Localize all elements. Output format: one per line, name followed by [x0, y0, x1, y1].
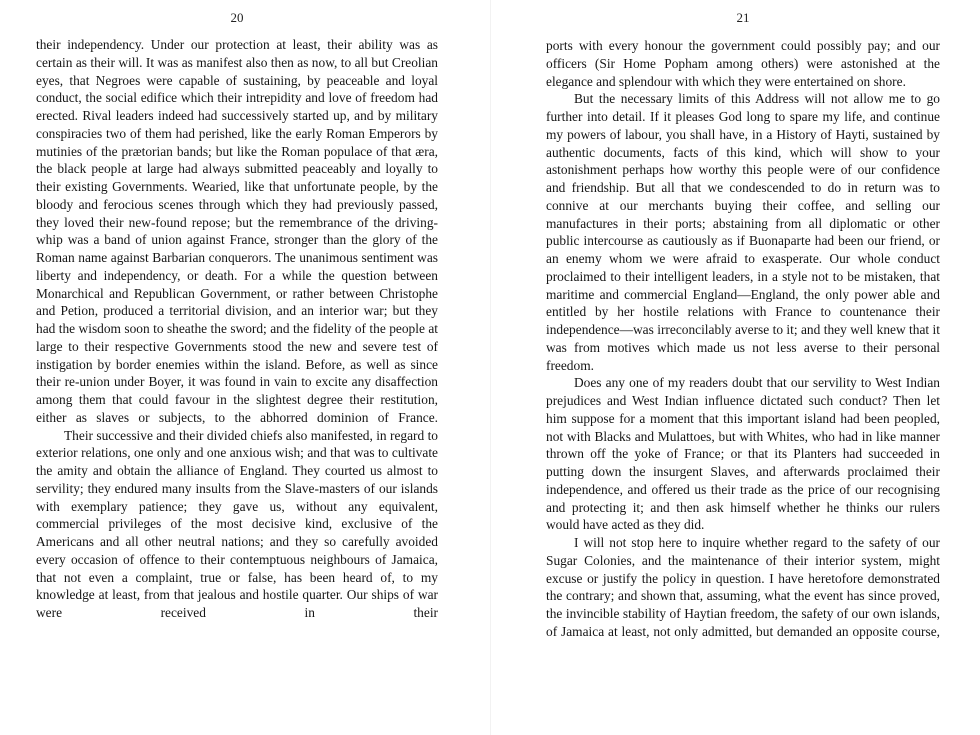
- paragraph: their independency. Under our protection at least, their ability was as certain as their will. It was as manifest also then as now, to all but Creolian eyes, that Negroes were capable of sustaining, by peaceable and loyal conduct, the social edifice which their intrepidity and love of freedom had erected. Rival leaders indeed had successively started up, and by military conspiracies two of them had perished, like the early Roman Emperors by mutinies of the prætorian bands; but like the Roman populace of that æra, the black people at large had always submitted peaceably and loyally to their existing Governments. Wearied, like that unfortunate people, by the bloody and ferocious scenes through which they had previously passed, they loved their new-found repose; but the remembrance of the driving-whip was a band of union against France, stronger than the glory of the Roman name against Barbarian conquerors. The unanimous sentiment was liberty and independency, or death. For a while the question between Monarchical and Republican Government, or rather between Christophe and Petion, produced a territorial division, and an interior war; but they had the wisdom soon to sheathe the sword; and the fidelity of the people at large to their respective Governments stood the new and severe test of instigation by border enemies within the island. Before, as well as since their re-union under Boyer, it was found in vain to excite any disaffection among them that could favour in the slightest degree their restitution, either as slaves or subjects, to the abhorred dominion of France.: [36, 37, 438, 425]
- page-body: [546, 37, 940, 641]
- gutter: [490, 0, 491, 735]
- paragraph: ports with every honour the government could possibly pay; and our officers (Sir Home Popham among others) were astonished at the elegance and splendour with which they were entertained on shore.: [546, 38, 940, 89]
- paragraph: Does any one of my readers doubt that our servility to West Indian prejudices and West Indian influence dictated such conduct? Then let him suppose for a moment that this important island had been peopled, not with Blacks and Mulattoes, but with Whites, who had in like manner thrown off the yoke of France; or that its Planters had succeeded in putting down the insurgent Slaves, and afterwards proclaimed their independence, and offered us their trade as the price of our recognising and protecting it; and then ask himself whether he thinks our rulers would have acted as they did.: [546, 375, 940, 533]
- paragraph: But the necessary limits of this Address will not allow me to go further into detail. If it pleases God long to spare my life, and continue my powers of labour, you shall have, in a History of Hayti, sustained by authentic documents, facts of this kind, which will show to your astonishment perhaps how worthy this people were of our confidence and friendship. But all that we condescended to do in return was to connive at our merchants buying their coffee, and selling our manufactures in their ports; abstaining from all diplomatic or other public intercourse as cautiously as if Buonaparte had been our friend, or an enemy whom we were afraid to exasperate. Our whole conduct proclaimed to their intelligent leaders, in a style not to be mistaken, that maritime and commercial England—England, the only power able and entitled by her hostile relations with France to countenance their independence—was irreconcilably averse to it; and they well knew that it was from motives which made us not less averse to their personal freedom.: [546, 91, 940, 373]
- left-page: [36, 0, 438, 735]
- page-number: 21: [736, 10, 750, 25]
- page-number: 20: [230, 10, 244, 25]
- paragraph: Their successive and their divided chiefs also manifested, in regard to exterior relations, one only and one anxious wish; and that was to cultivate the amity and obtain the alliance of England. They courted us almost to servility; they endured many insults from the Slave-masters of our islands with exemplary patience; they gave us, without any equivalent, commercial privileges of the most decisive kind, exclusive of the Americans and all other neutral nations; and they so carefully avoided every occasion of offence to their contemptuous neighbours of Jamaica, that not even a complaint, true or false, has been heard of, to my knowledge at least, from that jealous and hostile quarter. Our ships of war were received in their: [36, 427, 438, 620]
- right-page: [546, 0, 940, 735]
- paragraph: I will not stop here to inquire whether regard to the safety of our Sugar Colonies, and the maintenance of their interior system, might excuse or justify the policy in question. I have heretofore demonstrated the contrary; and shown that, assuming, what the event has since proved, the invincible stability of Haytian freedom, the safety of our own islands, of Jamaica at least, not only admitted, but demanded an opposite course,: [546, 535, 940, 639]
- page-body: [36, 36, 438, 622]
